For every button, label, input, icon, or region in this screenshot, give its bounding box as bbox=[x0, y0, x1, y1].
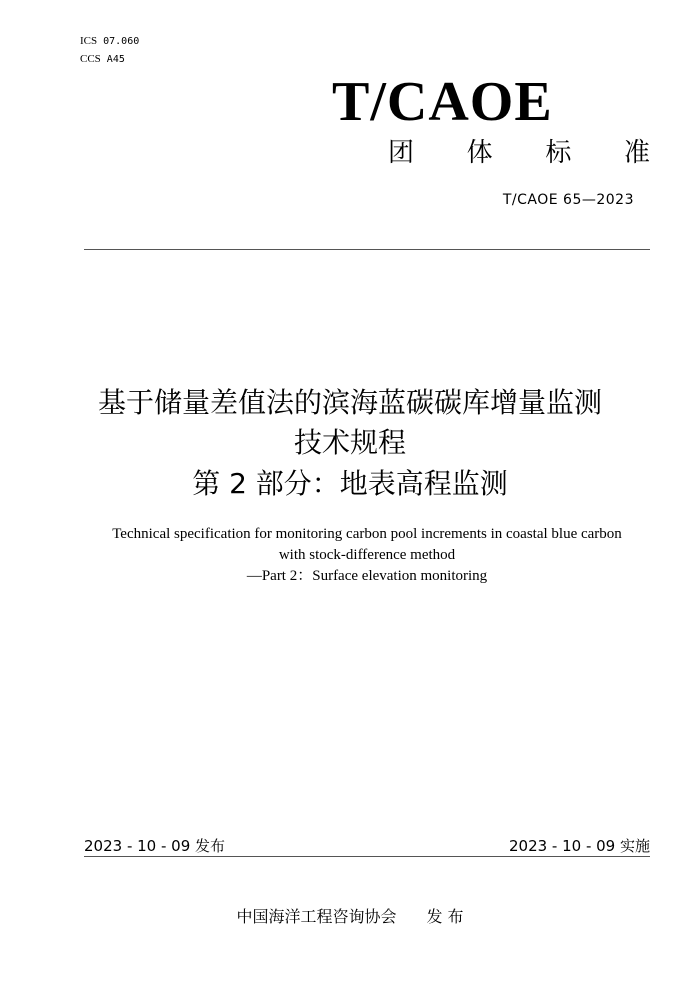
issuer-name: 中国海洋工程咨询协会 bbox=[236, 907, 397, 926]
ics-label: ICS bbox=[80, 35, 98, 47]
header-divider bbox=[84, 249, 650, 250]
ccs-line bbox=[80, 52, 125, 67]
standard-type-char: 体 bbox=[466, 138, 493, 168]
title-en-line1: Technical specification for monitoring carbon pool increments in coastal blue carbon bbox=[112, 526, 622, 542]
issuer-line bbox=[0, 904, 700, 927]
title-cn-line1: 基于储量差值法的滨海蓝碳碳库增量监测 bbox=[97, 386, 602, 419]
title-cn-line2: 技术规程 bbox=[293, 426, 406, 459]
implement-date: 2023 - 10 - 09 实施 bbox=[508, 837, 650, 855]
standard-type-char: 准 bbox=[623, 138, 650, 168]
publish-date: 2023 - 10 - 09 发布 bbox=[84, 837, 226, 855]
standard-type-char: 团 bbox=[388, 138, 415, 168]
title-en-line2: with stock-difference method bbox=[278, 547, 456, 563]
standard-number: T/CAOE 65—2023 bbox=[502, 192, 634, 208]
footer-divider bbox=[84, 856, 650, 857]
organization-logo: T/CAOE bbox=[332, 71, 553, 133]
ccs-label: CCS bbox=[80, 53, 101, 65]
standard-type-char: 标 bbox=[545, 138, 572, 168]
issue-word: 发 布 bbox=[426, 907, 464, 926]
standard-type bbox=[388, 136, 650, 170]
ics-line bbox=[80, 34, 139, 49]
ics-code: 07.060 bbox=[103, 36, 140, 47]
title-en-line3: —Part 2：Surface elevation monitoring bbox=[246, 568, 488, 584]
ccs-code: A45 bbox=[106, 54, 125, 65]
title-cn-line3: 第 2 部分：地表高程监测 bbox=[192, 467, 508, 500]
